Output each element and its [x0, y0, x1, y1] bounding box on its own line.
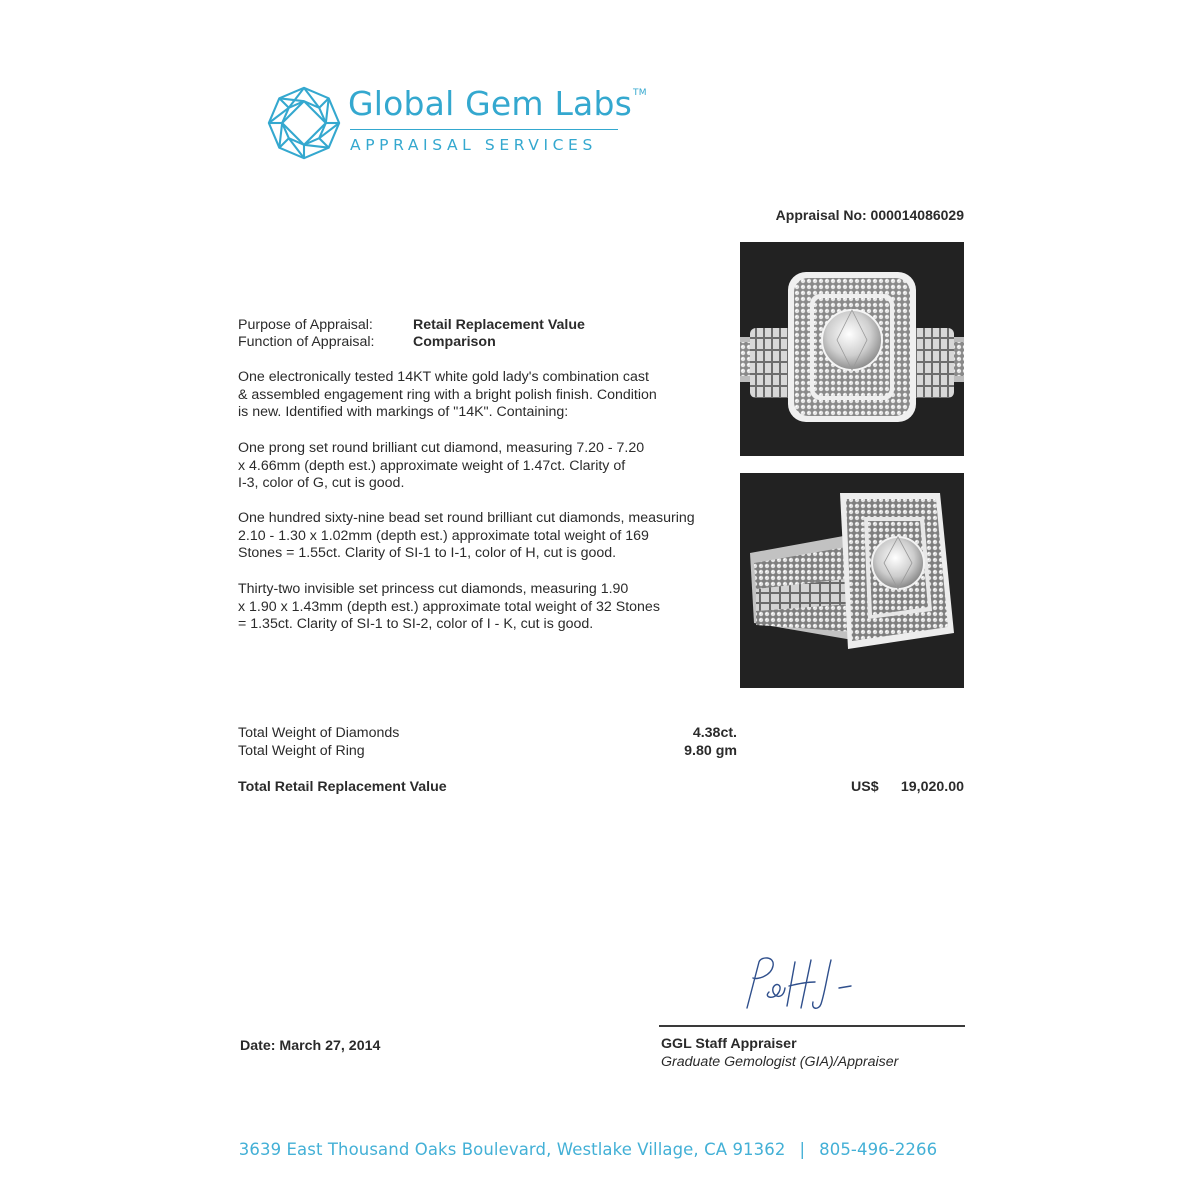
signature-line	[659, 1025, 965, 1027]
appraiser-signature	[735, 952, 865, 1016]
brand-name: Global Gem Labs™	[348, 84, 647, 123]
purpose-value: Retail Replacement Value	[413, 317, 585, 333]
footer-address: 3639 East Thousand Oaks Boulevard, Westlake Village, CA 91362	[238, 1140, 786, 1159]
footer-phone: 805-496-2266	[819, 1140, 938, 1159]
bead-set-diamonds-description: One hundred sixty-nine bead set round brilliant cut diamonds, measuring 2.10 - 1.30 x 1.02mm (depth est.) approximate total weight of 169 Stones = 1.55ct. Clarity of SI-1 to I-1, color of H, cut is good.	[238, 510, 695, 561]
appraisal-number: Appraisal No: 000014086029	[775, 207, 964, 223]
princess-diamonds-description: Thirty-two invisible set princess cut diamonds, measuring 1.90 x 1.90 x 1.43mm (depth est.) approximate total weight of 32 Stones = 1.35ct. Clarity of SI-1 to SI-2, color of I - K, cut is good.	[238, 581, 660, 632]
brand-subtitle: APPRAISAL SERVICES	[350, 136, 597, 154]
center-diamond-description: One prong set round brilliant cut diamond, measuring 7.20 - 7.20 x 4.66mm (depth est.) approximate weight of 1.47ct. Clarity of I-3, color of G, cut is good.	[238, 440, 645, 491]
total-ring-weight-label: Total Weight of Ring	[238, 743, 365, 759]
currency-label: US$	[851, 779, 879, 795]
ring-description: One electronically tested 14KT white gold lady's combination cast & assembled engagement ring with a bright polish finish. Condition is new. Identified with markings of "14K". Containing:	[238, 369, 657, 420]
total-replacement-value-amount: 19,020.00	[900, 779, 964, 795]
total-diamond-weight-label: Total Weight of Diamonds	[238, 725, 400, 741]
appraisal-date: Date: March 27, 2014	[240, 1038, 381, 1054]
total-ring-weight-value: 9.80 gm	[684, 743, 737, 759]
ring-photo-angle	[740, 473, 964, 688]
total-replacement-value-label: Total Retail Replacement Value	[238, 779, 447, 795]
trademark: TM	[633, 88, 647, 98]
function-label: Function of Appraisal:	[238, 334, 375, 350]
brand-divider	[350, 129, 618, 130]
purpose-label: Purpose of Appraisal:	[238, 317, 373, 333]
appraiser-title: Graduate Gemologist (GIA)/Appraiser	[661, 1054, 899, 1070]
appraiser-name: GGL Staff Appraiser	[661, 1036, 797, 1052]
ring-photo-front	[740, 242, 964, 456]
diamond-logo-icon	[266, 85, 342, 161]
footer-contact	[0, 1140, 1176, 1159]
function-value: Comparison	[413, 334, 496, 350]
footer-separator: |	[799, 1140, 806, 1159]
total-diamond-weight-value: 4.38ct.	[692, 725, 737, 741]
